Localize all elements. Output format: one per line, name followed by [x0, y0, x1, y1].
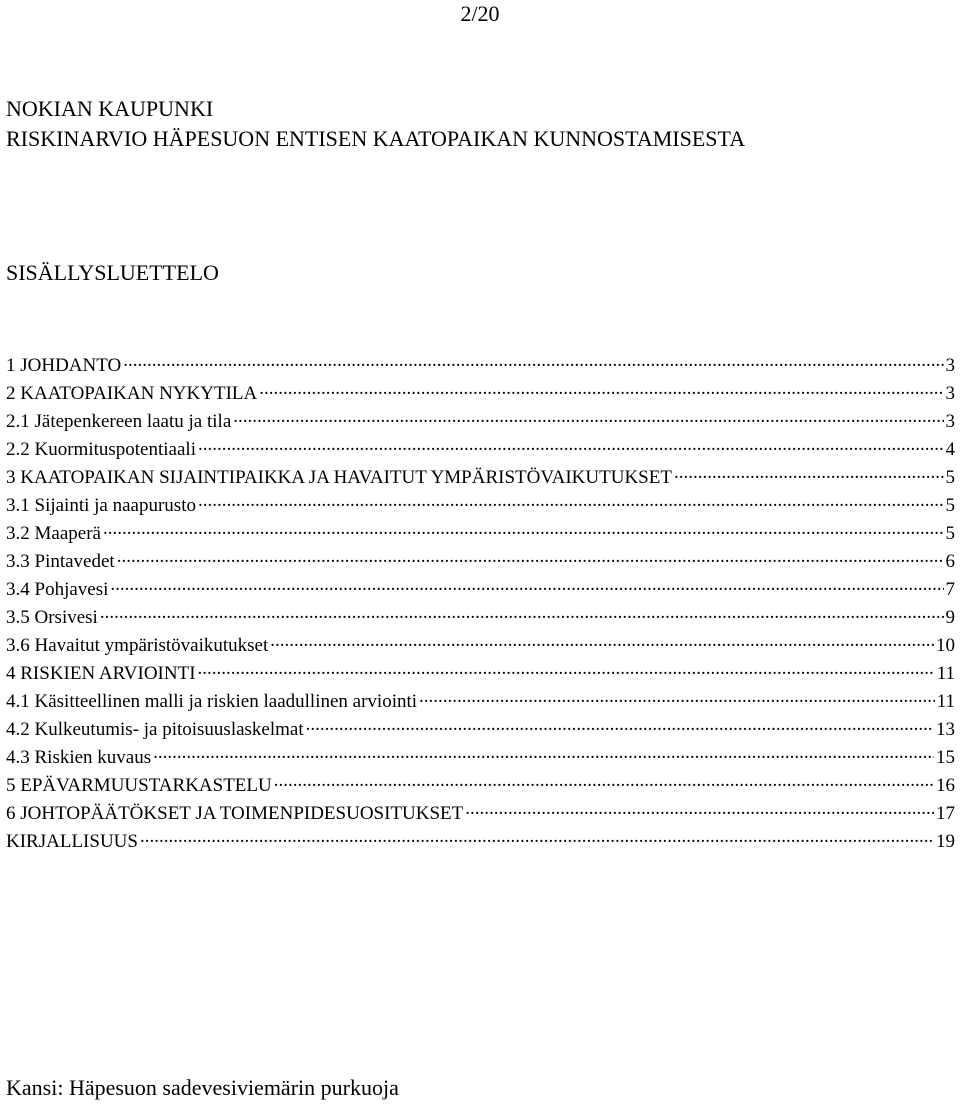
toc-entry-page: 17: [936, 803, 955, 824]
toc-entry[interactable]: [6, 548, 955, 576]
toc-entry-label: 3.1 Sijainti ja naapurusto: [6, 495, 196, 516]
toc-entry[interactable]: [6, 688, 955, 716]
toc-entry-label: 3.2 Maaperä: [6, 523, 101, 544]
toc-entry[interactable]: [6, 380, 955, 408]
header-organization: NOKIAN KAUPUNKI: [6, 96, 214, 121]
toc-entry-label: 4 RISKIEN ARVIOINTI: [6, 663, 196, 684]
toc-dot-leader: [306, 716, 934, 735]
toc-dot-leader: [198, 660, 935, 679]
toc-entry[interactable]: [6, 520, 955, 548]
header-document-title: RISKINARVIO HÄPESUON ENTISEN KAATOPAIKAN KUNNOSTAMISESTA: [6, 126, 746, 151]
toc-dot-leader: [259, 380, 943, 399]
toc-entry-page: 3: [945, 355, 955, 376]
toc-dot-leader: [419, 688, 935, 707]
toc-dot-leader: [270, 632, 934, 651]
toc-entry-page: 5: [945, 523, 955, 544]
page-number: 2/20: [460, 1, 500, 26]
toc-entry-page: 4: [945, 439, 955, 460]
toc-entry[interactable]: [6, 632, 955, 660]
toc-entry[interactable]: [6, 744, 955, 772]
toc-entry-label: 2.1 Jätepenkereen laatu ja tila: [6, 411, 232, 432]
toc-entry-label: 4.3 Riskien kuvaus: [6, 747, 152, 768]
toc-dot-leader: [140, 828, 934, 847]
toc-entry-page: 9: [945, 607, 955, 628]
toc-entry-label: 4.1 Käsitteellinen malli ja riskien laadullinen arviointi: [6, 691, 418, 712]
toc-entry[interactable]: [6, 492, 955, 520]
toc-dot-leader: [117, 548, 944, 567]
toc-title: SISÄLLYSLUETTELO: [6, 260, 219, 285]
toc-entry-label: 3.5 Orsivesi: [6, 607, 98, 628]
toc-entry-label: 3.3 Pintavedet: [6, 551, 115, 572]
toc-dot-leader: [123, 352, 943, 371]
toc-dot-leader: [674, 464, 944, 483]
toc-entry-label: 3.6 Havaitut ympäristövaikutukset: [6, 635, 269, 656]
toc-entry-label: 4.2 Kulkeutumis- ja pitoisuuslaskelmat: [6, 719, 304, 740]
toc-entry[interactable]: [6, 716, 955, 744]
toc-entry[interactable]: [6, 576, 955, 604]
toc-dot-leader: [153, 744, 934, 763]
table-of-contents: [6, 352, 955, 856]
toc-dot-leader: [110, 576, 943, 595]
toc-entry-label: 1 JOHDANTO: [6, 355, 122, 376]
toc-entry-page: 15: [936, 747, 955, 768]
toc-entry-page: 6: [945, 551, 955, 572]
toc-dot-leader: [274, 772, 934, 791]
toc-entry[interactable]: [6, 772, 955, 800]
toc-entry[interactable]: [6, 604, 955, 632]
toc-dot-leader: [100, 604, 944, 623]
toc-entry[interactable]: [6, 464, 955, 492]
toc-entry-label: 2.2 Kuormituspotentiaali: [6, 439, 196, 460]
toc-entry-page: 11: [936, 691, 955, 712]
toc-dot-leader: [233, 408, 943, 427]
toc-entry[interactable]: [6, 352, 955, 380]
toc-entry[interactable]: [6, 436, 955, 464]
toc-entry-page: 11: [936, 663, 955, 684]
toc-entry[interactable]: [6, 408, 955, 436]
toc-entry[interactable]: [6, 800, 955, 828]
toc-dot-leader: [465, 800, 934, 819]
toc-entry-label: KIRJALLISUUS: [6, 831, 138, 852]
toc-entry-label: 6 JOHTOPÄÄTÖKSET JA TOIMENPIDESUOSITUKSET: [6, 803, 464, 824]
toc-entry-page: 5: [945, 495, 955, 516]
toc-entry-page: 10: [936, 635, 955, 656]
document-header: [6, 94, 745, 154]
toc-dot-leader: [198, 436, 944, 455]
toc-entry-label: 3 KAATOPAIKAN SIJAINTIPAIKKA JA HAVAITUT YMPÄRISTÖVAIKUTUKSET: [6, 467, 672, 488]
toc-entry-page: 3: [945, 411, 955, 432]
toc-entry-page: 7: [945, 579, 955, 600]
toc-entry-page: 3: [945, 383, 955, 404]
cover-caption: Kansi: Häpesuon sadevesiviemärin purkuoja: [6, 1075, 399, 1100]
toc-dot-leader: [198, 492, 944, 511]
toc-entry-label: 5 EPÄVARMUUSTARKASTELU: [6, 775, 272, 796]
toc-entry-page: 19: [936, 831, 955, 852]
toc-entry-page: 13: [936, 719, 955, 740]
toc-entry[interactable]: [6, 828, 955, 856]
toc-entry-page: 5: [945, 467, 955, 488]
toc-dot-leader: [103, 520, 944, 539]
toc-entry-label: 3.4 Pohjavesi: [6, 579, 109, 600]
toc-entry-label: 2 KAATOPAIKAN NYKYTILA: [6, 383, 258, 404]
toc-entry[interactable]: [6, 660, 955, 688]
toc-entry-page: 16: [936, 775, 955, 796]
